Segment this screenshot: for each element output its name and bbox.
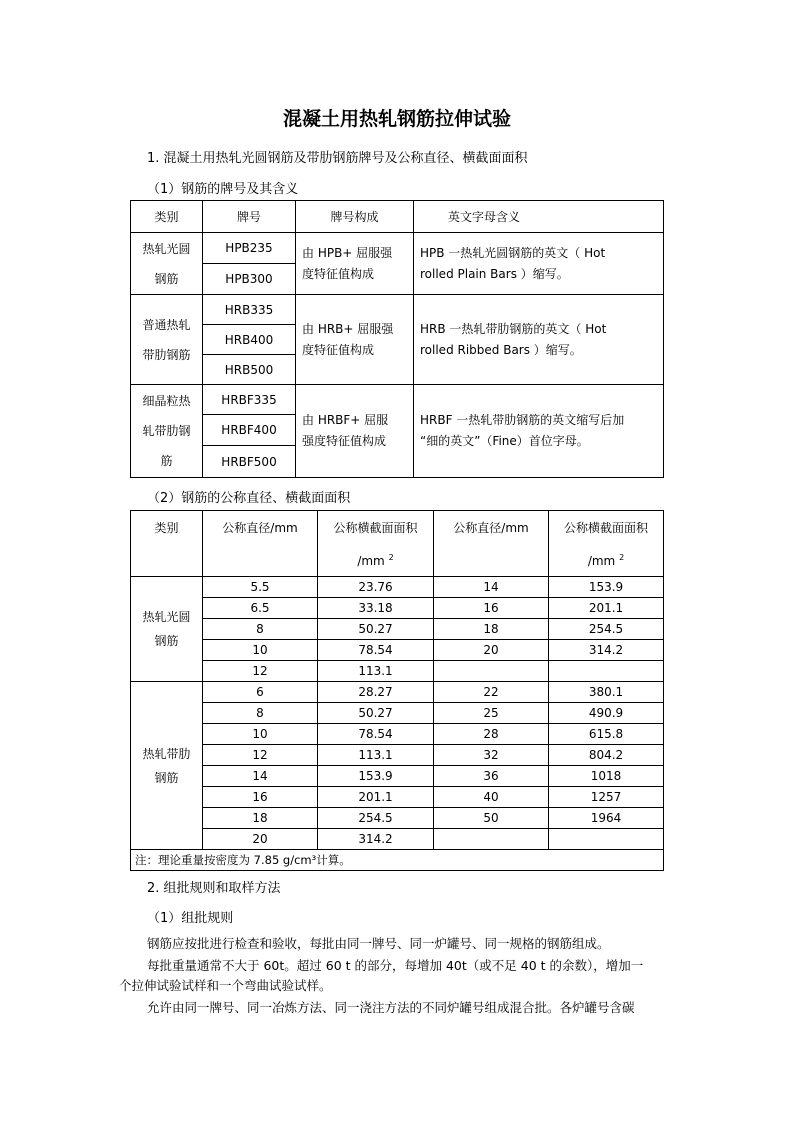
diameter-cell: 32	[434, 745, 549, 766]
diameter-cell	[434, 829, 549, 850]
table-row	[131, 577, 664, 598]
table-row	[131, 619, 664, 640]
diameter-cell: 16	[434, 598, 549, 619]
section-heading-2: 2. 组批规则和取样方法	[147, 881, 281, 896]
paragraph-line: 个拉伸试验试样和一个弯曲试验试样。	[119, 978, 332, 993]
paragraph-line: 钢筋应按批进行检查和验收，每批由同一牌号、同一炉罐号、同一规格的钢筋组成。	[147, 936, 610, 951]
diameter-cell: 18	[434, 619, 549, 640]
header-area-line1: 公称横截面面积	[333, 521, 418, 535]
area-unit-sup: 2	[619, 553, 625, 562]
area-cell: 201.1	[318, 787, 434, 808]
diameter-cell: 40	[434, 787, 549, 808]
composition-cell	[296, 295, 414, 385]
header-area-line1: 公称横截面面积	[563, 521, 648, 535]
note-row	[131, 850, 664, 871]
header-category: 类别	[131, 511, 203, 577]
meaning-line: HRB 一热轧带肋钢筋的英文（ Hot	[420, 321, 607, 336]
grade-cell: HPB235	[203, 233, 296, 264]
diameter-cell: 28	[434, 724, 549, 745]
header-area-line2	[318, 543, 433, 576]
diameter-cell: 10	[203, 724, 318, 745]
table-row	[131, 385, 664, 415]
area-cell: 254.5	[318, 808, 434, 829]
diameter-cell: 25	[434, 703, 549, 724]
category-line: 带肋钢筋	[142, 347, 191, 362]
table-row	[131, 295, 664, 325]
table-row	[131, 724, 664, 745]
grade-cell: HRB335	[203, 295, 296, 325]
grade-cell: HRB500	[203, 355, 296, 385]
meaning-cell	[414, 295, 664, 385]
header-diameter: 公称直径/mm	[434, 511, 549, 577]
category-line: 细晶粒热	[142, 394, 191, 408]
diameter-cell: 14	[434, 577, 549, 598]
diameter-cell: 6	[203, 682, 318, 703]
category-cell	[131, 385, 203, 478]
category-line: 钢筋	[154, 271, 179, 286]
table-row	[131, 661, 664, 682]
header-cell: 英文字母含义	[414, 201, 664, 233]
table-row	[131, 233, 664, 264]
composition-line: 由 HRBF+ 屈服	[302, 413, 389, 427]
diameter-cell: 18	[203, 808, 318, 829]
diameter-cell: 22	[434, 682, 549, 703]
meaning-line: HPB 一热轧光圆钢筋的英文（ Hot	[420, 245, 606, 260]
composition-cell	[296, 385, 414, 478]
area-cell: 201.1	[549, 598, 664, 619]
header-cell: 牌号	[203, 201, 296, 233]
page-title: 混凝土用热轧钢筋拉伸试验	[282, 108, 511, 130]
area-cell: 1018	[549, 766, 664, 787]
table-header-row	[131, 511, 664, 577]
composition-line: 由 HPB+ 屈服强	[302, 245, 393, 260]
area-cell: 615.8	[549, 724, 664, 745]
area-cell	[549, 829, 664, 850]
header-cell: 类别	[131, 201, 203, 233]
area-cell: 113.1	[318, 745, 434, 766]
area-cell: 50.27	[318, 619, 434, 640]
header-area	[549, 511, 664, 577]
grade-cell: HRBF335	[203, 385, 296, 415]
subheading-diameter: （2）钢筋的公称直径、横截面面积	[147, 491, 351, 506]
diameter-cell: 10	[203, 640, 318, 661]
category-line: 轧带肋钢	[142, 424, 191, 438]
area-cell: 380.1	[549, 682, 664, 703]
header-area	[318, 511, 434, 577]
table-row	[131, 640, 664, 661]
category-line: 热轧光圆	[142, 241, 191, 256]
area-cell: 804.2	[549, 745, 664, 766]
composition-line: 强度特征值构成	[302, 434, 387, 448]
area-cell	[549, 661, 664, 682]
grade-cell: HRBF500	[203, 446, 296, 478]
area-cell: 78.54	[318, 640, 434, 661]
category-cell	[131, 295, 203, 385]
area-cell: 33.18	[318, 598, 434, 619]
diameter-cell: 5.5	[203, 577, 318, 598]
diameter-area-table	[130, 510, 664, 871]
category-line: 热轧带肋	[142, 746, 191, 761]
category-line: 钢筋	[154, 770, 179, 785]
area-cell: 314.2	[549, 640, 664, 661]
composition-line: 度特征值构成	[302, 266, 375, 281]
meaning-line: rolled Plain Bars ）缩写。	[420, 266, 569, 281]
area-unit-sup: 2	[388, 553, 394, 562]
header-diameter: 公称直径/mm	[203, 511, 318, 577]
composition-line: 度特征值构成	[302, 342, 375, 357]
area-unit: /mm	[587, 554, 616, 568]
table-row	[131, 766, 664, 787]
area-cell: 1257	[549, 787, 664, 808]
category-line: 钢筋	[154, 634, 179, 648]
diameter-cell: 50	[434, 808, 549, 829]
subheading-grades: （1）钢筋的牌号及其含义	[147, 182, 299, 197]
diameter-cell: 6.5	[203, 598, 318, 619]
diameter-cell: 20	[434, 640, 549, 661]
area-cell: 23.76	[318, 577, 434, 598]
area-cell: 113.1	[318, 661, 434, 682]
subheading-batching: （1）组批规则	[147, 911, 234, 926]
diameter-cell: 36	[434, 766, 549, 787]
diameter-cell: 14	[203, 766, 318, 787]
category-line: 普通热轧	[142, 317, 191, 332]
diameter-cell: 20	[203, 829, 318, 850]
category-line: 筋	[160, 454, 173, 468]
grade-meaning-table	[130, 200, 664, 478]
section-heading-1: 1. 混凝土用热轧光圆钢筋及带肋钢筋牌号及公称直径、横截面面积	[147, 151, 528, 166]
meaning-line: HRBF 一热轧带肋钢筋的英文缩写后加	[420, 413, 625, 427]
diameter-cell: 16	[203, 787, 318, 808]
header-area-line2	[549, 543, 663, 576]
category-cell	[131, 233, 203, 295]
composition-cell	[296, 233, 414, 295]
area-cell: 490.9	[549, 703, 664, 724]
meaning-line: rolled Ribbed Bars ）缩写。	[420, 342, 582, 357]
category-line: 热轧光圆	[142, 610, 191, 624]
grade-cell: HPB300	[203, 264, 296, 295]
grade-cell: HRBF400	[203, 415, 296, 446]
table-row	[131, 808, 664, 829]
composition-line: 由 HRB+ 屈服强	[302, 321, 394, 336]
table-row	[131, 745, 664, 766]
diameter-cell: 8	[203, 703, 318, 724]
area-unit: /mm	[357, 554, 385, 568]
table-row	[131, 787, 664, 808]
diameter-cell	[434, 661, 549, 682]
area-cell: 314.2	[318, 829, 434, 850]
note-cell: 注：理论重量按密度为 7.85 g/cm³计算。	[131, 850, 664, 871]
category-cell	[131, 577, 203, 682]
category-cell	[131, 682, 203, 850]
area-cell: 254.5	[549, 619, 664, 640]
area-cell: 153.9	[318, 766, 434, 787]
paragraph-line: 允许由同一牌号、同一冶炼方法、同一浇注方法的不同炉罐号组成混合批。各炉罐号含碳	[147, 1000, 635, 1015]
area-cell: 1964	[549, 808, 664, 829]
diameter-cell: 12	[203, 661, 318, 682]
paragraph-line: 每批重量通常不大于 60t。超过 60 t 的部分，每增加 40t（或不足 40 t 的余数），增加一	[147, 958, 644, 973]
table-row	[131, 682, 664, 703]
area-cell: 28.27	[318, 682, 434, 703]
area-cell: 153.9	[549, 577, 664, 598]
meaning-cell	[414, 233, 664, 295]
table-row	[131, 598, 664, 619]
table-row	[131, 703, 664, 724]
meaning-cell	[414, 385, 664, 478]
header-cell: 牌号构成	[296, 201, 414, 233]
area-cell: 50.27	[318, 703, 434, 724]
grade-cell: HRB400	[203, 325, 296, 355]
diameter-cell: 12	[203, 745, 318, 766]
area-cell: 78.54	[318, 724, 434, 745]
table-row	[131, 829, 664, 850]
meaning-line: “细的英文”（Fine）首位字母。	[420, 434, 589, 448]
table-header-row	[131, 201, 664, 233]
diameter-cell: 8	[203, 619, 318, 640]
